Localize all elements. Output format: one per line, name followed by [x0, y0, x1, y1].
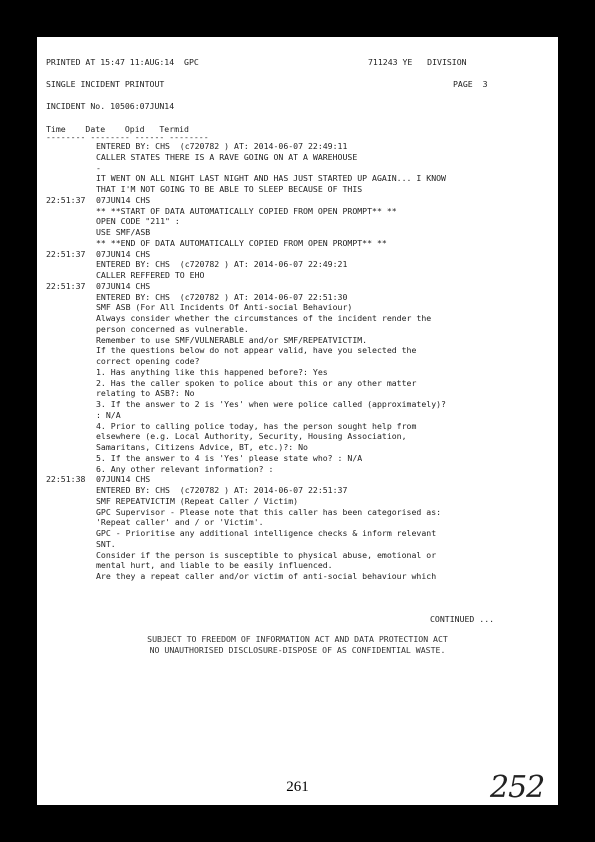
log-timestamp: 22:51:37	[46, 248, 86, 259]
footer-line-1: SUBJECT TO FREEDOM OF INFORMATION ACT AND DATA PROTECTION ACT	[147, 634, 448, 644]
log-timestamp: 22:51:38	[46, 474, 86, 485]
log-entry-text: : N/A	[96, 409, 121, 420]
incident-number: INCIDENT No. 10506:07JUN14	[46, 101, 175, 111]
log-entry-text: GPC Supervisor - Please note that this caller has been categorised as:	[96, 506, 442, 517]
log-entry-text: ENTERED BY: CHS (c720782 ) AT: 2014-06-07 22:51:30	[96, 291, 348, 302]
page-number: 261	[286, 779, 309, 795]
log-entry-text: person concerned as vulnerable.	[96, 323, 249, 334]
log-entry-text: THAT I'M NOT GOING TO BE ABLE TO SLEEP BECAUSE OF THIS	[96, 184, 363, 194]
log-entry-text: 'Repeat caller' and / or 'Victim'.	[96, 517, 264, 528]
log-entry-text: SMF ASB (For All Incidents Of Anti-social Behaviour)	[96, 302, 353, 313]
log-entry-text: Remember to use SMF/VULNERABLE and/or SMF/REPEATVICTIM.	[96, 334, 368, 345]
log-entry-text: ** **END OF DATA AUTOMATICALLY COPIED FROM OPEN PROMPT** **	[96, 237, 387, 248]
log-entry-text: CALLER REFFERED TO EHO	[96, 270, 205, 280]
log-entry-text: 07JUN14 CHS	[96, 194, 151, 205]
handwritten-page-number: 252	[490, 770, 545, 805]
log-entry-text: ENTERED BY: CHS (c720782 ) AT: 2014-06-07 22:49:11	[96, 141, 348, 151]
log-entry-text: 4. Prior to calling police today, has the person sought help from	[96, 420, 417, 431]
log-entry-text: Always consider whether the circumstances of the incident render the	[96, 313, 432, 323]
log-entry-text: Samaritans, Citizens Advice, BT, etc.)?: No	[96, 442, 308, 452]
log-entry-text: USE SMF/ASB	[96, 227, 151, 237]
log-entry-text: CALLER STATES THERE IS A RAVE GOING ON AT A WAREHOUSE	[96, 151, 358, 162]
log-entry-text: -	[96, 162, 101, 173]
log-entry-text: 5. If the answer to 4 is 'Yes' please state who? : N/A	[96, 452, 363, 463]
continued-label: CONTINUED ...	[430, 614, 495, 624]
page-label: PAGE 3	[453, 79, 488, 89]
printout-title: SINGLE INCIDENT PRINTOUT	[46, 79, 165, 89]
header-rule: -------- -------- ------ --------	[46, 132, 209, 142]
log-entry-text: ENTERED BY: CHS (c720782 ) AT: 2014-06-07 22:49:21	[96, 259, 348, 270]
log-entry-text: SNT.	[96, 538, 116, 549]
log-entry-text: 07JUN14 CHS	[96, 248, 151, 259]
log-entry-text: IT WENT ON ALL NIGHT LAST NIGHT AND HAS JUST STARTED UP AGAIN... I KNOW	[96, 173, 446, 184]
log-entry-text: Consider if the person is susceptible to physical abuse, emotional or	[96, 549, 437, 560]
log-entry-text: mental hurt, and liable to be easily influenced.	[96, 560, 333, 571]
log-entry-text: 3. If the answer to 2 is 'Yes' when were police called (approximately)?	[96, 399, 446, 409]
log-entry-text: correct opening code?	[96, 356, 200, 366]
log-entry-text: If the questions below do not appear valid, have you selected the	[96, 345, 417, 356]
log-entry-text: 1. Has anything like this happened before?: Yes	[96, 366, 328, 377]
log-entry-text: SMF REPEATVICTIM (Repeat Caller / Victim)	[96, 495, 299, 506]
log-entry-text: OPEN CODE "211" :	[96, 216, 180, 227]
log-timestamp: 22:51:37	[46, 194, 86, 205]
footer-line-2: NO UNAUTHORISED DISCLOSURE-DISPOSE OF AS CONFIDENTIAL WASTE.	[149, 645, 446, 655]
log-entry-text: 07JUN14 CHS	[96, 280, 151, 291]
log-entry-text: 6. Any other relevant information? :	[96, 463, 274, 474]
log-entry-text: relating to ASB?: No	[96, 388, 195, 399]
document-page	[37, 37, 558, 805]
log-entry-text: GPC - Prioritise any additional intelligence checks & inform relevant	[96, 528, 437, 538]
log-entry-text: Are they a repeat caller and/or victim of anti-social behaviour which	[96, 571, 437, 581]
log-entry-text: elsewhere (e.g. Local Authority, Security, Housing Association,	[96, 431, 407, 442]
log-entry-text: 2. Has the caller spoken to police about this or any other matter	[96, 377, 417, 388]
division-label: 711243 YE DIVISION	[368, 57, 467, 67]
column-headers: Time Date Opid Termid	[46, 124, 189, 134]
log-entry-text: ** **START OF DATA AUTOMATICALLY COPIED FROM OPEN PROMPT** **	[96, 205, 397, 216]
log-entry-text: 07JUN14 CHS	[96, 474, 151, 485]
log-entry-text: ENTERED BY: CHS (c720782 ) AT: 2014-06-07 22:51:37	[96, 485, 348, 495]
printed-at: PRINTED AT 15:47 11:AUG:14 GPC	[46, 57, 199, 67]
log-timestamp: 22:51:37	[46, 280, 86, 291]
